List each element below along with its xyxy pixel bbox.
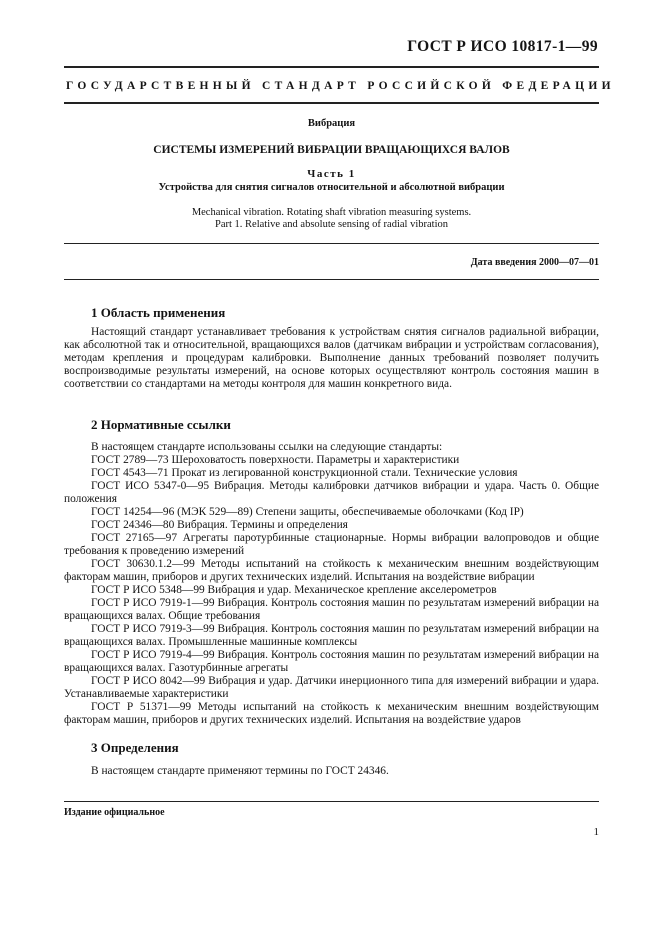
date-rule (64, 279, 599, 280)
standard-title: СИСТЕМЫ ИЗМЕРЕНИЙ ВИБРАЦИИ ВРАЩАЮЩИХСЯ ВАЛОВ (153, 144, 510, 156)
list-item: ГОСТ 30630.1.2—99 Методы испытаний на стойкость к механическим внешним воздействующим факторам машин, приборов и других технических изделий. Испытания на воздействие вибрации (64, 558, 599, 583)
standard-topic: Вибрация (307, 118, 356, 129)
edition-label: Издание официальное (64, 807, 165, 818)
list-item: ГОСТ 4543—71 Прокат из легированной конструкционной стали. Технические условия (91, 467, 518, 479)
header-rule-bottom (64, 102, 599, 104)
section-heading: 1 Область применения (91, 305, 226, 320)
page-number: 1 (593, 826, 599, 838)
section-body (64, 765, 599, 778)
list-item: ГОСТ 24346—80 Вибрация. Термины и определения (91, 519, 348, 531)
section-body (64, 326, 599, 391)
paragraph: Настоящий стандарт устанавливает требования к устройствам снятия сигналов радиальной вибрации, как абсолютной так и относительной, вращающихся валов (датчикам вибрации и устройствам согласования), методам крепления и процедурам калибровки. Выполнение данных требований позволяет получить воспроизводимые результаты измерений, на основе которых осуществляют контроль состояния машин в соответствии со стандартами на методы контроля для машин конкретного вида. (64, 326, 599, 390)
title-rule (64, 243, 599, 244)
list-item: В настоящем стандарте использованы ссылки на следующие стандарты: (91, 441, 443, 453)
list-item: ГОСТ Р 51371—99 Методы испытаний на стойкость к механическим внешним воздействующим факторам машин, приборов и других технических изделий. Испытания на воздействие ударов (64, 701, 599, 726)
standard-part: Часть 1 (307, 168, 356, 180)
list-item: ГОСТ Р ИСО 5348—99 Вибрация и удар. Механическое крепление акселерометров (91, 584, 497, 596)
list-item: ГОСТ 27165—97 Агрегаты паротурбинные стационарные. Нормы вибрации валопроводов и общие требования к проведению измерений (64, 532, 599, 557)
list-item: ГОСТ Р ИСО 8042—99 Вибрация и удар. Датчики инерционного типа для измерений вибрации и удара. Устанавливаемые характеристики (64, 675, 599, 700)
standard-subtitle: Устройства для снятия сигналов относительной и абсолютной вибрации (158, 182, 505, 193)
header-rule-top (64, 66, 599, 68)
reference-list (64, 441, 599, 727)
list-item: ГОСТ 14254—96 (МЭК 529—89) Степени защиты, обеспечиваемые оболочками (Код IP) (91, 506, 524, 518)
list-item: ГОСТ 2789—73 Шероховатость поверхности. Параметры и характеристики (91, 454, 460, 466)
paragraph: В настоящем стандарте применяют термины по ГОСТ 24346. (91, 765, 389, 777)
list-item: ГОСТ ИСО 5347-0—95 Вибрация. Методы калибровки датчиков вибрации и удара. Часть 0. Общие положения (64, 480, 599, 505)
footer-rule (64, 801, 599, 802)
english-title-line-2: Part 1. Relative and absolute sensing of radial vibration (215, 219, 448, 230)
agency-name: ГОСУДАРСТВЕННЫЙ СТАНДАРТ РОССИЙСКОЙ ФЕДЕРАЦИИ (66, 80, 615, 92)
list-item: ГОСТ Р ИСО 7919-1—99 Вибрация. Контроль состояния машин по результатам измерений вибрации на вращающихся валах. Общие требования (64, 597, 599, 622)
english-title-line-1: Mechanical vibration. Rotating shaft vibration measuring systems. (191, 207, 472, 218)
effective-date: Дата введения 2000—07—01 (470, 257, 599, 268)
document-code: ГОСТ Р ИСО 10817-1—99 (407, 38, 598, 55)
section-heading: 3 Определения (91, 740, 179, 755)
list-item: ГОСТ Р ИСО 7919-4—99 Вибрация. Контроль состояния машин по результатам измерений вибрации на вращающихся валах. Газотурбинные агрегаты (64, 649, 599, 674)
list-item: ГОСТ Р ИСО 7919-3—99 Вибрация. Контроль состояния машин по результатам измерений вибрации на вращающихся валах. Промышленные машинные комплексы (64, 623, 599, 648)
section-heading: 2 Нормативные ссылки (91, 417, 231, 432)
